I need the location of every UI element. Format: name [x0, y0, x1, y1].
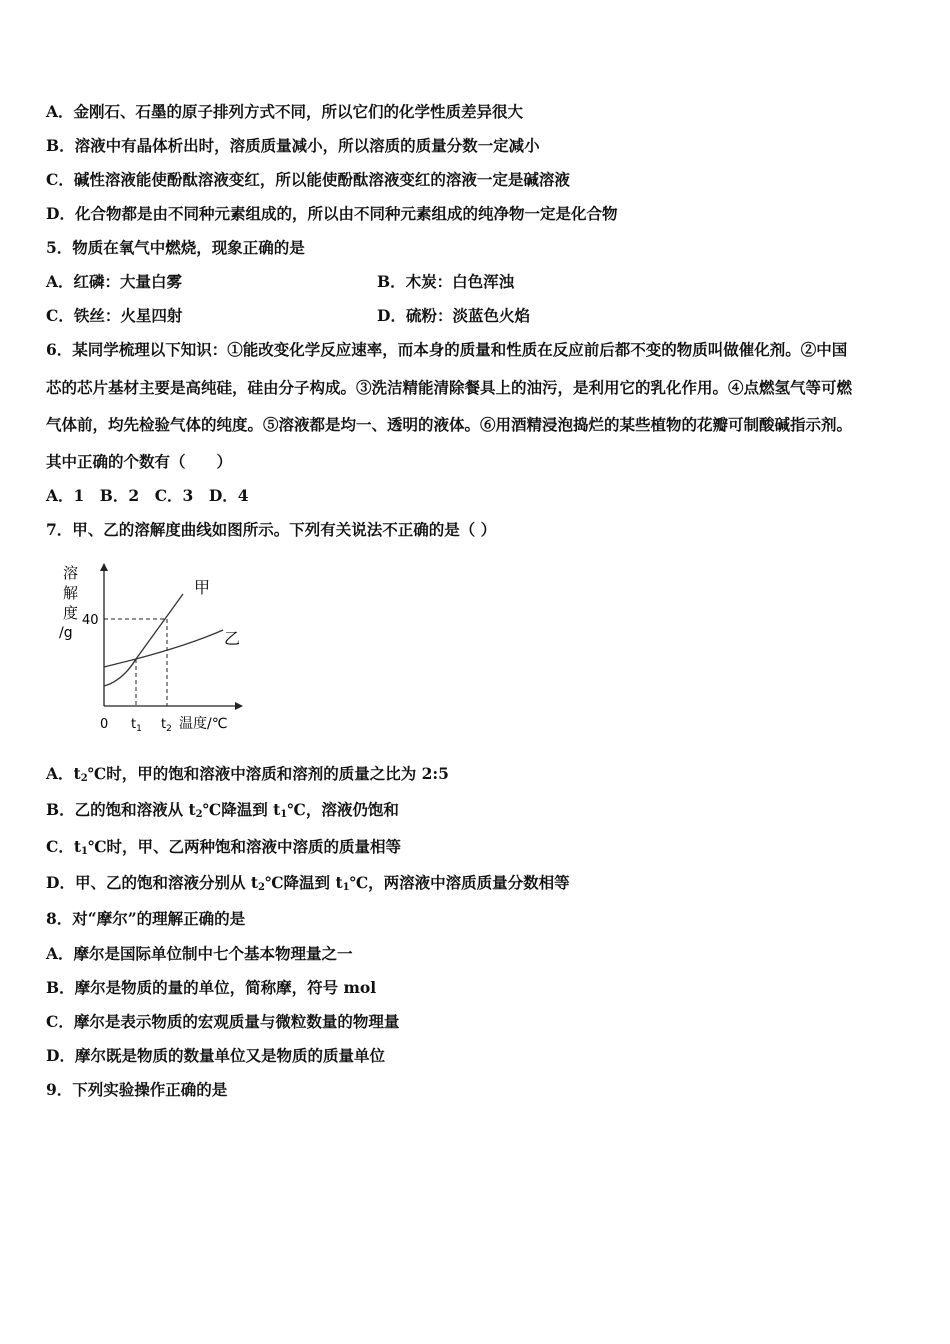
q6-options: A．1 B．2 C．3 D．4 — [46, 486, 249, 505]
q4-option-c: C．碱性溶液能使酚酞溶液变红，所以能使酚酞溶液变红的溶液一定是碱溶液 — [46, 170, 570, 189]
q6-stem-line2: 芯的芯片基材主要是高纯硅，硅由分子构成。③洗洁精能清除餐具上的油污，是利用它的乳化作用。④点燃氢气等可燃 — [46, 378, 853, 397]
curve-yi — [104, 630, 223, 667]
y-label-char-2: 解 — [63, 584, 79, 602]
q7-stem: 7．甲、乙的溶解度曲线如图所示。下列有关说法不正确的是（ ） — [46, 520, 497, 539]
x-tick-t2: $t_2$ — [161, 717, 172, 734]
q7-option-a: A．$t_2℃$时，甲的饱和溶液中溶质和溶剂的质量之比为 2:5 — [46, 764, 449, 784]
q5-stem: 5．物质在氧气中燃烧，现象正确的是 — [46, 238, 305, 257]
curve-jia — [104, 594, 183, 686]
y-label-char-1: 溶 — [63, 564, 79, 582]
q6-stem-line4: 其中正确的个数有（ ） — [46, 452, 233, 471]
q4-option-d: D．化合物都是由不同种元素组成的，所以由不同种元素组成的纯净物一定是化合物 — [46, 204, 618, 223]
q8-option-b: B．摩尔是物质的量的单位，简称摩，符号 mol — [46, 978, 377, 997]
q7-option-d: D．甲、乙的饱和溶液分别从 $t_2℃$降温到 $t_1℃$，两溶液中溶质质量分数相等 — [46, 873, 570, 893]
q9-stem: 9．下列实验操作正确的是 — [46, 1080, 228, 1099]
curve-label-yi: 乙 — [224, 629, 241, 648]
y-tick-40: 40 — [82, 613, 99, 628]
x-axis-label: 温度/℃ — [179, 716, 228, 732]
q5-option-d: D．硫粉：淡蓝色火焰 — [377, 306, 530, 325]
q7-option-c: C．$t_1℃$时，甲、乙两种饱和溶液中溶质的质量相等 — [46, 837, 402, 857]
q5-option-a: A．红磷：大量白雾 — [46, 272, 183, 291]
solubility-graph — [46, 558, 256, 738]
y-label-unit: /g — [59, 625, 73, 641]
q8-option-a: A．摩尔是国际单位制中七个基本物理量之一 — [46, 944, 353, 963]
q8-option-d: D．摩尔既是物质的数量单位又是物质的质量单位 — [46, 1046, 385, 1065]
q8-option-c: C．摩尔是表示物质的宏观质量与微粒数量的物理量 — [46, 1012, 400, 1031]
curve-label-jia: 甲 — [194, 578, 211, 597]
q4-option-b: B．溶液中有晶体析出时，溶质质量减小，所以溶质的质量分数一定减小 — [46, 136, 540, 155]
q5-option-c: C．铁丝：火星四射 — [46, 306, 183, 325]
x-origin: 0 — [100, 717, 109, 732]
q7-option-b: B．乙的饱和溶液从 $t_2℃$降温到 $t_1℃$，溶液仍饱和 — [46, 800, 399, 820]
q6-stem-line1: 6．某同学梳理以下知识：①能改变化学反应速率，而本身的质量和性质在反应前后都不变的物质叫做催化剂。②中国 — [46, 340, 848, 359]
q8-stem: 8．对“摩尔”的理解正确的是 — [46, 909, 246, 928]
q5-option-b: B．木炭：白色浑浊 — [377, 272, 515, 291]
q6-stem-line3: 气体前，均先检验气体的纯度。⑤溶液都是均一、透明的液体。⑥用酒精浸泡捣烂的某些植物的花瓣可制酸碱指示剂。 — [46, 415, 853, 434]
q4-option-a: A．金刚石、石墨的原子排列方式不同，所以它们的化学性质差异很大 — [46, 102, 524, 121]
x-tick-t1: $t_1$ — [131, 717, 142, 734]
y-label-char-3: 度 — [63, 604, 79, 622]
